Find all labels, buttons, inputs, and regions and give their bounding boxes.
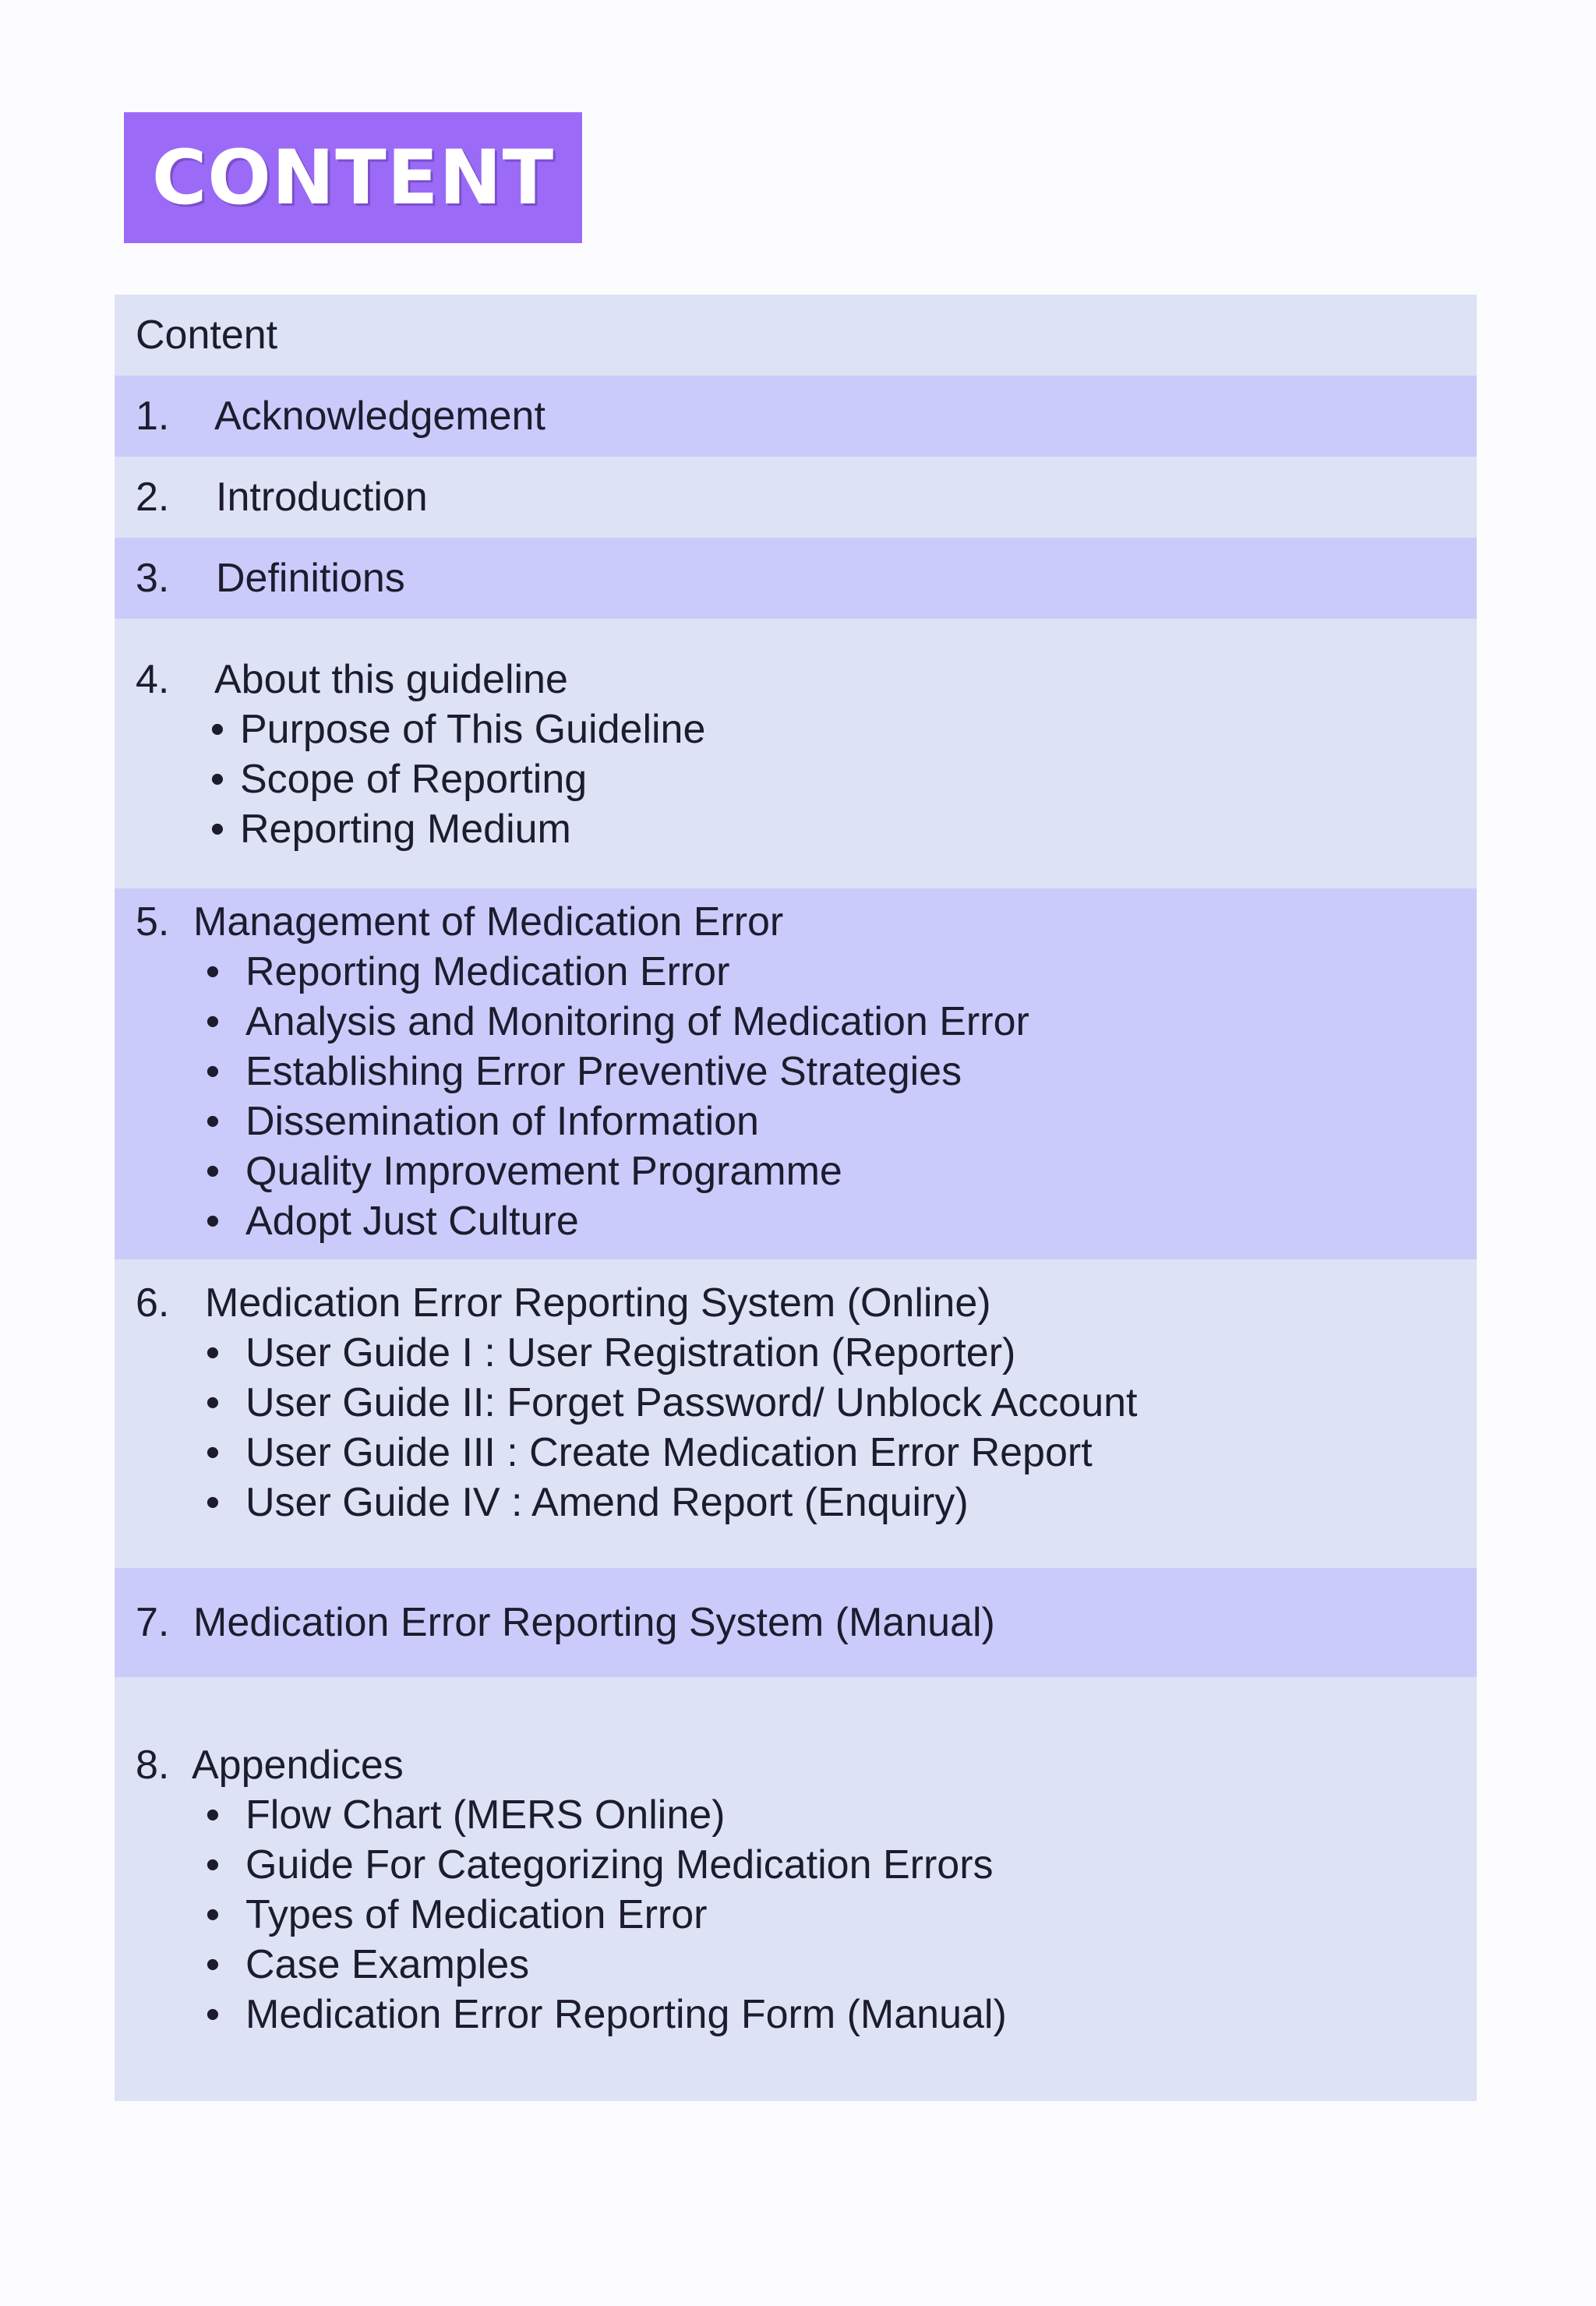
- bullet-icon: •: [210, 707, 225, 752]
- bullet-icon: •: [205, 1480, 221, 1525]
- toc-sub-list: [136, 1328, 1477, 1527]
- toc-sub-item: • Quality Improvement Programme: [136, 1146, 1477, 1196]
- toc-entry-appendices: [115, 1677, 1477, 2101]
- toc-sub-item: • Medication Error Reporting Form (Manual): [136, 1990, 1477, 2039]
- toc-entry-definitions: [115, 538, 1477, 619]
- bullet-icon: •: [205, 1099, 221, 1144]
- toc-sub-list: [136, 947, 1477, 1246]
- toc-entry-number: 2.: [136, 475, 170, 520]
- page-title-banner: [124, 112, 582, 243]
- toc-entry-mers-online: [115, 1259, 1477, 1568]
- toc-entry-number: 5.: [136, 899, 170, 945]
- toc-sub-item: • Reporting Medium: [136, 804, 1477, 854]
- toc-entry-label: Acknowledgement: [214, 394, 546, 439]
- toc-entry-number: 1.: [136, 394, 170, 439]
- toc-entry-management-of-medication-error: [115, 888, 1477, 1259]
- toc-sub-item: • Establishing Error Preventive Strategies: [136, 1047, 1477, 1096]
- bullet-icon: •: [205, 1842, 221, 1888]
- toc-sub-item: • Guide For Categorizing Medication Errors: [136, 1840, 1477, 1890]
- toc-sub-item: • Flow Chart (MERS Online): [136, 1790, 1477, 1840]
- toc-sub-item: • Scope of Reporting: [136, 754, 1477, 804]
- bullet-icon: •: [205, 1330, 221, 1375]
- bullet-icon: •: [205, 1049, 221, 1094]
- bullet-icon: •: [205, 1430, 221, 1475]
- toc-sub-item: • Case Examples: [136, 1940, 1477, 1990]
- toc-entry-number: 8.: [136, 1743, 170, 1788]
- toc-entry-label: About this guideline: [214, 657, 568, 702]
- bullet-icon: •: [205, 1792, 221, 1838]
- toc-entry-label: Management of Medication Error: [193, 899, 784, 945]
- bullet-icon: •: [210, 807, 225, 852]
- toc-entry-number: 3.: [136, 556, 170, 601]
- toc-sub-item: • Dissemination of Information: [136, 1096, 1477, 1146]
- toc-entry-number: 4.: [136, 657, 170, 702]
- toc-sub-item: • Adopt Just Culture: [136, 1196, 1477, 1246]
- toc-header: Content: [136, 313, 278, 358]
- bullet-icon: •: [205, 1942, 221, 1987]
- toc-entry-number: 7.: [136, 1600, 170, 1645]
- bullet-icon: •: [205, 1380, 221, 1425]
- table-of-contents: [115, 295, 1477, 2101]
- page-title: CONTENT: [151, 134, 555, 221]
- toc-entry-mers-manual: [115, 1568, 1477, 1677]
- bullet-icon: •: [205, 949, 221, 994]
- toc-sub-item: • Types of Medication Error: [136, 1890, 1477, 1940]
- toc-entry-label: Medication Error Reporting System (Online): [205, 1280, 991, 1326]
- toc-sub-item: • User Guide II: Forget Password/ Unblock Account: [136, 1378, 1477, 1428]
- toc-entry-label: Introduction: [216, 475, 428, 520]
- toc-sub-list: [136, 705, 1477, 854]
- toc-sub-item: • User Guide IV : Amend Report (Enquiry): [136, 1478, 1477, 1527]
- toc-sub-item: • Reporting Medication Error: [136, 947, 1477, 997]
- toc-header-row: [115, 295, 1477, 376]
- toc-sub-item: • Purpose of This Guideline: [136, 705, 1477, 754]
- toc-sub-item: • User Guide III : Create Medication Error Report: [136, 1428, 1477, 1478]
- toc-entry-label: Definitions: [216, 556, 405, 601]
- toc-entry-acknowledgement: [115, 376, 1477, 457]
- toc-entry-label: Appendices: [192, 1743, 404, 1788]
- toc-entry-about-this-guideline: [115, 619, 1477, 888]
- toc-sub-item: • User Guide I : User Registration (Reporter): [136, 1328, 1477, 1378]
- bullet-icon: •: [205, 1892, 221, 1937]
- toc-sub-item: • Analysis and Monitoring of Medication Error: [136, 997, 1477, 1047]
- bullet-icon: •: [205, 999, 221, 1044]
- toc-sub-list: [136, 1790, 1477, 2039]
- bullet-icon: •: [210, 757, 225, 802]
- toc-entry-introduction: [115, 457, 1477, 538]
- bullet-icon: •: [205, 1149, 221, 1194]
- bullet-icon: •: [205, 1199, 221, 1244]
- bullet-icon: •: [205, 1992, 221, 2037]
- toc-entry-label: Medication Error Reporting System (Manual): [193, 1600, 995, 1645]
- toc-entry-number: 6.: [136, 1280, 170, 1326]
